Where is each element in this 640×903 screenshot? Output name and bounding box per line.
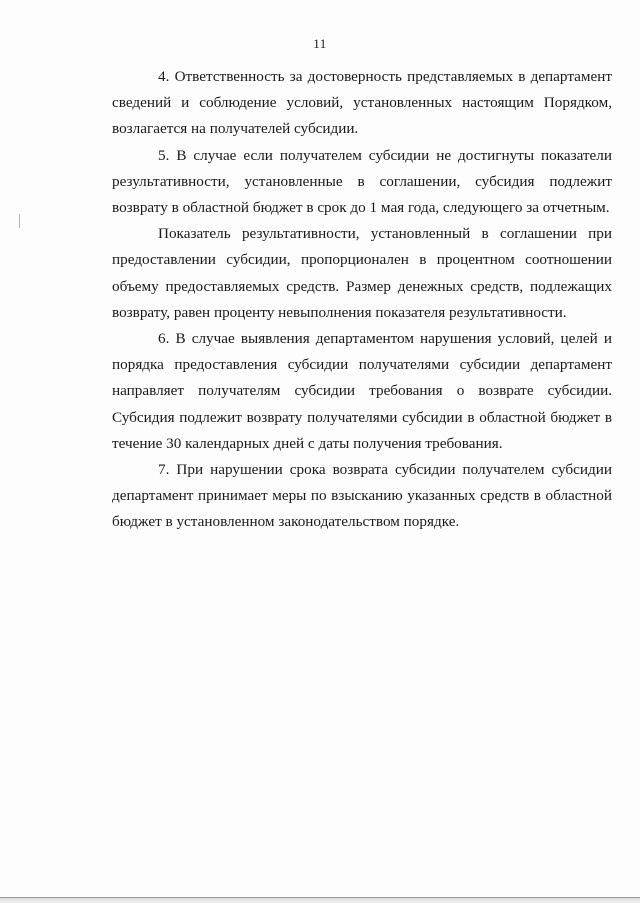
document-body <box>112 64 612 536</box>
paragraph-5-refund-indicators: 5. В случае если получателем субсидии не достигнуты показатели результативности, установленные в соглашении, субсидия подлежит возврату в областной бюджет в срок до 1 мая года, следующего за отчетным. <box>112 146 612 217</box>
page-number: 11 <box>313 36 327 51</box>
paragraph-7-recovery-measures: 7. При нарушении срока возврата субсидии получателем субсидии департамент принимает меры по взысканию указанных средств в областной бюджет в установленном законодательством порядке. <box>112 461 612 531</box>
scan-bottom-edge <box>0 897 640 903</box>
scan-margin-mark <box>19 214 20 228</box>
paragraph-6-violation-refund: 6. В случае выявления департаментом нарушения условий, целей и порядка предоставления субсидии получателями субсидии департамент направляет получателям субсидии требования о возврате субсидии. Субсидия подлежит возврату получателями субсидии в областной бюджет в течение 30 календарных дней с даты получения требования. <box>112 330 612 452</box>
paragraph-4-responsibility: 4. Ответственность за достоверность представляемых в департамент сведений и соблюдение условий, установленных настоящим Порядком, возлагается на получателей субсидии. <box>112 68 612 138</box>
paragraph-performance-indicator: Показатель результативности, установленный в соглашении при предоставлении субсидии, пропорционален в процентном соотношении объему предоставляемых средств. Размер денежных средств, подлежащих возврату, равен проценту невыполнения показателя результативности. <box>112 225 612 321</box>
